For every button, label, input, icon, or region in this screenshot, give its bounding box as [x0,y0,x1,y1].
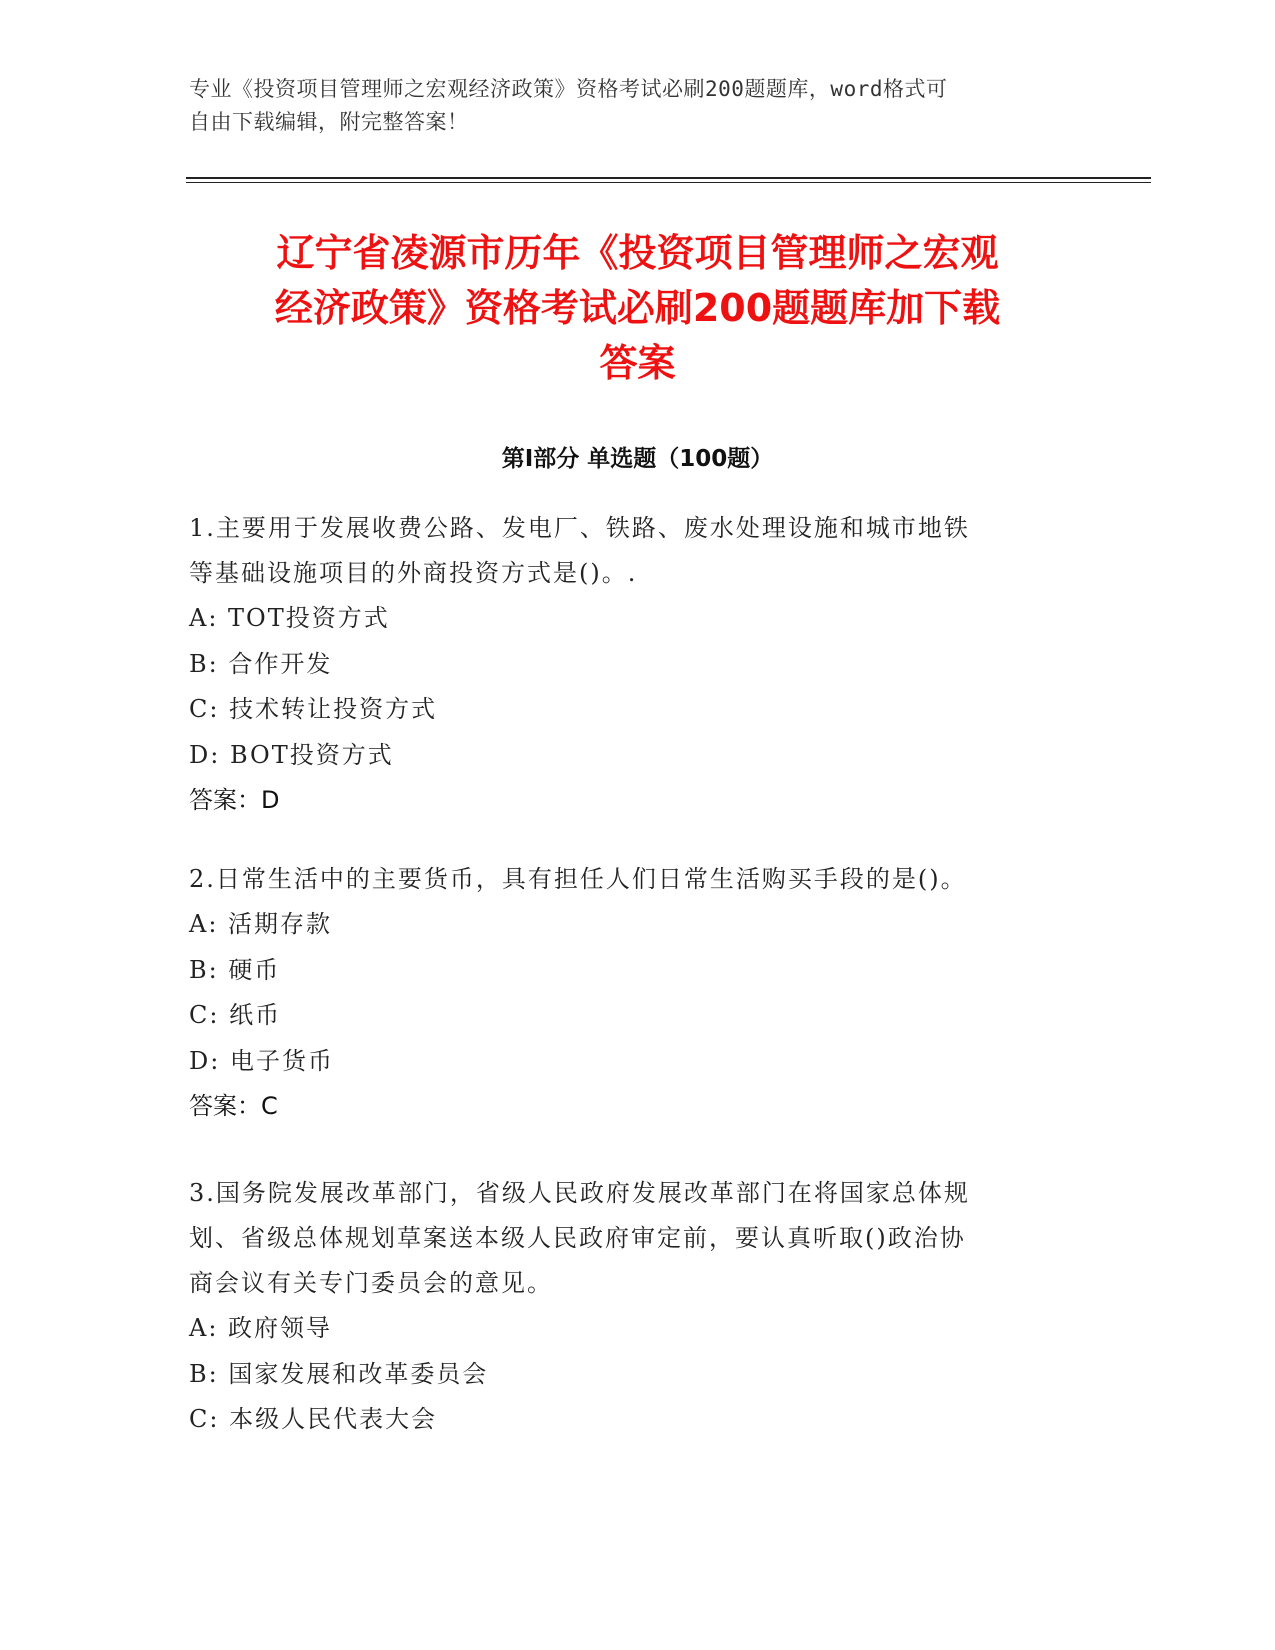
question-1-option-b: B: 合作开发 [189,649,333,678]
question-1 [189,506,1069,823]
question-2-option-b: B: 硬币 [189,955,281,984]
question-3-option-c: C: 本级人民代表大会 [189,1405,438,1433]
question-2-line-1: 2.日常生活中的主要货币，具有担任人们日常生活购买手段的是()。 [189,865,967,893]
question-3-option-a: A: 政府领导 [189,1314,333,1342]
divider-thick [186,177,1151,179]
intro-line-1: 专业《投资项目管理师之宏观经济政策》资格考试必刷200题题库，word格式可 [189,77,948,101]
question-3-line-2: 划、省级总体规划草案送本级人民政府审定前，要认真听取()政治协 [189,1224,966,1252]
question-2-option-d: D: 电子货币 [189,1046,334,1075]
question-2-answer: 答案：C [189,1092,278,1120]
question-1-option-a: A: TOT投资方式 [189,604,390,632]
question-1-option-c: C: 技术转让投资方式 [189,695,438,723]
intro-line-2: 自由下载编辑，附完整答案！ [189,110,469,134]
title-line-2: 经济政策》资格考试必刷200题题库加下载 [274,286,1001,330]
divider-thin [186,182,1151,183]
question-3-option-b: B: 国家发展和改革委员会 [189,1359,489,1388]
section-heading: 第Ⅰ部分 单选题（100题） [501,446,774,472]
question-1-line-2: 等基础设施项目的外商投资方式是()。. [189,559,638,587]
question-1-option-d: D: BOT投资方式 [189,740,394,769]
title-line-1: 辽宁省凌源市历年《投资项目管理师之宏观 [276,231,999,275]
question-3-line-3: 商会议有关专门委员会的意见。 [189,1269,553,1297]
title-line-3: 答案 [599,341,676,385]
question-3-line-1: 3.国务院发展改革部门，省级人民政府发展改革部门在将国家总体规 [189,1179,970,1207]
question-2-option-a: A: 活期存款 [189,910,333,938]
intro-text [189,73,1069,139]
document-title [140,226,1135,391]
question-1-line-1: 1.主要用于发展收费公路、发电厂、铁路、废水处理设施和城市地铁 [189,514,970,542]
question-2 [189,857,1069,1129]
question-3 [189,1171,1069,1443]
question-2-option-c: C: 纸币 [189,1001,282,1029]
question-1-answer: 答案：D [189,786,280,814]
